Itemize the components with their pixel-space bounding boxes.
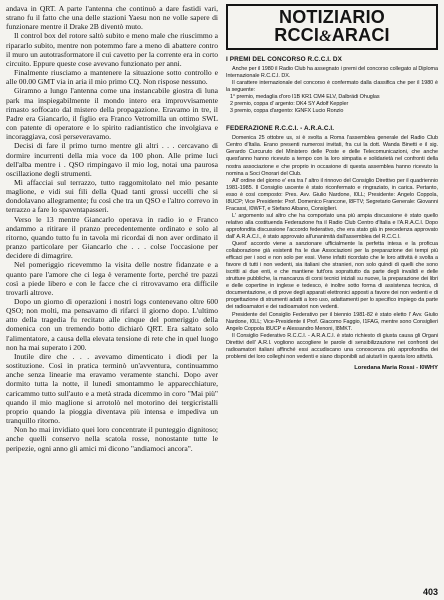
article-paragraph: Verso le 13 mentre Giancarlo operava in radio io e Franco andammo a ritirare il pranzo precedentemente ordinato e solo al ritorno, quando tutto fu in tavola mi ricordai di non aver ordinato il pranzo particolare per Giancarlo che . . . colse l'occasione per decidere di dimagrire.: [6, 214, 218, 261]
article-paragraph: andava in QRT. A parte l'antenna che continuò a dare fastidi vari, strano fu il fatto che una delle stazioni Yaesu non ne volle sapere di funzionare mentre il Drake 2B diventò muto.: [6, 4, 218, 32]
section-title-federazione: FEDERAZIONE R.C.C.I. - A.R.A.C.I.: [226, 125, 335, 133]
section-paragraph: Il carattere internazionale del concorso è confermato dalla classifica che per il 1980 è la seguente:: [226, 80, 438, 94]
header-ampersand: &: [319, 28, 332, 45]
section-title-premi: I PREMI DEL CONCORSO R.C.C.I. DX: [226, 56, 342, 63]
section-body-federazione: [226, 135, 438, 361]
section-paragraph: Domenica 25 ottobre us, si è svolta a Roma l'assemblea generale del Radio Club Centro d'Italia. Erano presenti numerosi invitati, fra cui la dott. Wanda Binetti e il sig. Gerardo Curcuruto del Ministero delle Poste e delle Telecomunicazioni, che anche quest'anno hanno ricevuto a tempo con la loro simpatia e solidarietà nel confronti della nostra associazione e che proprio in occasione di questa assemblea hanno ricevuto la nomina a Soci Onorari del Club.: [226, 135, 438, 177]
article-paragraph: Inutile dire che . . . avevamo dimenticato i diodi per la sostituzione. Così in pratica terminò un'avventura, continuammo anche senza linearie ma eravamo veramente stanchi. Dopo aver dormito tutta la notte, il lunedì smontammo le apparecchiature, caricammo tutto sull'auto e a metà strada dicemmo in coro "Mai più" quando il mio maglione si arrotolò nel motorino dei tergicristalli proprio quando la pioggia diventava più intensa e impediva un tranquillo ritorno.: [6, 351, 218, 426]
article-paragraph: Mi affacciai sul terrazzo, tutto raggomitolato nel mio pesante maglione, e vidi sui fili della Quad tanti grossi uccelli che si dondolavano allegramente; fu così che tra un QSO e l'altro correvo in terrazzo a fare lo spaventapasseri.: [6, 177, 218, 215]
header-title-line1: NOTIZIARIO: [279, 7, 385, 27]
article-paragraph: Non ho mai invidiato quei loro concentrate il punteggio dignitoso; anche quelli conservo nella scatola rosse, nonostante tutte le peripezie, ogni anno gli amici mi dicono "andiamoci ancora".: [6, 425, 218, 453]
section-paragraph: All' ordine del giorno e' era tra l' altro il rinnovo del Consiglio Direttivo per il quadriennio 1981-1985. Il Consiglio uscente è stato riconfermato e ringraziato, in carica. Pertanto, esso è così composto: Pres. Avv. Giulio Nardone, I0LL; Presidente: Angelo Coppola, I8UCP; Vice Presidente: Prof. Domenico Francone, I8FTV; Segretario Generale: Giovanni Fracassi, I0WFT, e Stefano Albano, Consiglieri.: [226, 177, 438, 212]
article-paragraph: Giramno a lungo l'antenna come una instancabile giostra di luna park ma inspiegabilmente il mondo intero era improvvisamente rimasto soffocato dal mistero della propagazione. Eravamo in tre, il Padre era Giancarlo, il figlio era Franco Vetromilla un ottimo SWL con patente di operatore e lo spirito radiantistico che involgiava e incoraggiava, così perseveravamo.: [6, 86, 218, 142]
page-number: 403: [422, 587, 438, 597]
header-araci: ARACI: [331, 25, 390, 45]
article-paragraph: Nel pomeriggio ricevemmo la visita delle nostre fidanzate e a quanto pare l'amore che ci lega è veramente forte, perché tre pazzi così a piede libero e con le facce che ci ritrovavamo era difficile trovarli altrove.: [6, 260, 218, 297]
header-title-line2: [274, 26, 389, 46]
header-rcci: RCCI: [274, 25, 320, 45]
prize-list-item: 2 premio, coppa d' argento: DK4 SY Adolf Keppler: [230, 101, 349, 108]
article-column: [6, 4, 218, 582]
notiziario-header: [226, 4, 438, 50]
news-column: [226, 4, 438, 584]
section-paragraph: Quest' accordo viene a sanzionare ufficialmente la perfetta intesa e la proficua collaborazione già esistenti fra le due Associazioni per la preparazione dei tempi più efficaci per i soci e non solo per essi. Viene infatti ricordato che le loro attività è svolta a favore di tutti i non vedenti, sia italiani che stranieri, non solo quindi di quelli che sono iscritti ai due enti, e che mantiene tutt'ora soprattutto da parte degli invalidi e delle strutture pubbliche, la mancanza di corsi tecnici iniziali su nuove, la preparazione dei libri e delle copertine in inglese e tedesco, è inoltre sotto forma di assistenza tecnica, di documentazione, e di prove degli apparati elettronici apposti a favore dei non vedenti e di progettazione di strumenti adatti a loro uso, adattamenti per lo specifico impiego da parte dei radioamatori e dei radioamatori non vedenti.: [226, 241, 438, 311]
section-paragraph: L' argomento sul altro che ha comportato una più ampia discussione è stato quello relativo alla costituenda Federazione fra il Radio Club Centro d'Italia e l'A.R.A.C.I. Dopo approfondita discussione l'accordo federativo, che era stato già in precedenza approvato dall' A.R.A.C.I., è stato approvato all'unanimità dall'assemblea del R.C.C.I.: [226, 212, 438, 240]
prize-list-item: 1° premio, medaglia d'oro I1B KR1 CM4 ELV, Dalbrädi Ohuglas: [230, 94, 380, 101]
section-paragraph: Anche per il 1980 il Radio Club ha assegnato i premi del concorso collegato al Diploma Internazionale R.C.C.I. DX.: [226, 66, 438, 80]
prize-list-item: 3 premio, coppa d'argento: IGNFX Lucio Ronzio: [230, 108, 344, 115]
article-paragraph: Finalmente riusciamo a mantenere la situazione sotto controllo e alle 00.00 GMT via in aria il mio primo CQ. Non rispose nessuno.: [6, 68, 218, 87]
section-paragraph: Il Consiglio Federativo R.C.C.I. - A.R.A.C.I. è stato richiesto di giusta causa gli Organi Direttivi dell' A.R.I. vogliono accogliere le parole di sensibilizzazione nei confronti dei radioamatori italiani affinché essi accudiscano una conoscenza più approfondita dei problemi dei loro colleghi non vedenti e siano disponibili ad aiutarli in questa loro attività.: [226, 332, 438, 360]
section-paragraph: Presidente del Consiglio Federativo per il biennio 1981-82 è stato eletto l' Avv. Giulio Nardone, I0LL; Vice-Presidente il Prof. Giacomo Faggio, I1FAG, mentre sono Consiglieri Angelo Coppola I8UCP e Alessandro Menoni, I8MKT.: [226, 311, 438, 332]
article-paragraph: Dopo un giorno di operazioni i nostri logs contenevano oltre 600 QSO; non molti, ma pensavamo di rifarci il giorno dopo. L'ultimo atto della tragedia fu recitato alle cinque del pomeriggio della domenica con un tremendo botto dichiarò QRT. Era saltato solo l'alimentatore, a causa della elevata tensione di rete che in quel luogo non ha mai superato i 200.: [6, 297, 218, 352]
article-paragraph: Decisi di fare il primo turno mentre gli altri . . . cercavano di dormire incurrenti della mia voce da 100 phon. Alle prime luci dell'alba mentre i . QSO rimpingavo il mio log, notai una paurosa oscillazione degli strumenti.: [6, 141, 218, 178]
section-body-premi: [226, 66, 438, 115]
author-signature: Loredana Maria Rossi - I0WHY: [354, 364, 438, 371]
article-paragraph: Il control box del rotore saltò subito e meno male che riuscimmo a ripararlo subito, mentre non potemmo fare a meno di abattere contro il muro un autotrasformatore il cui cavetto per la corrente era in corto circuito. Eppure queste cose avevano funzionato per anni.: [6, 31, 218, 68]
